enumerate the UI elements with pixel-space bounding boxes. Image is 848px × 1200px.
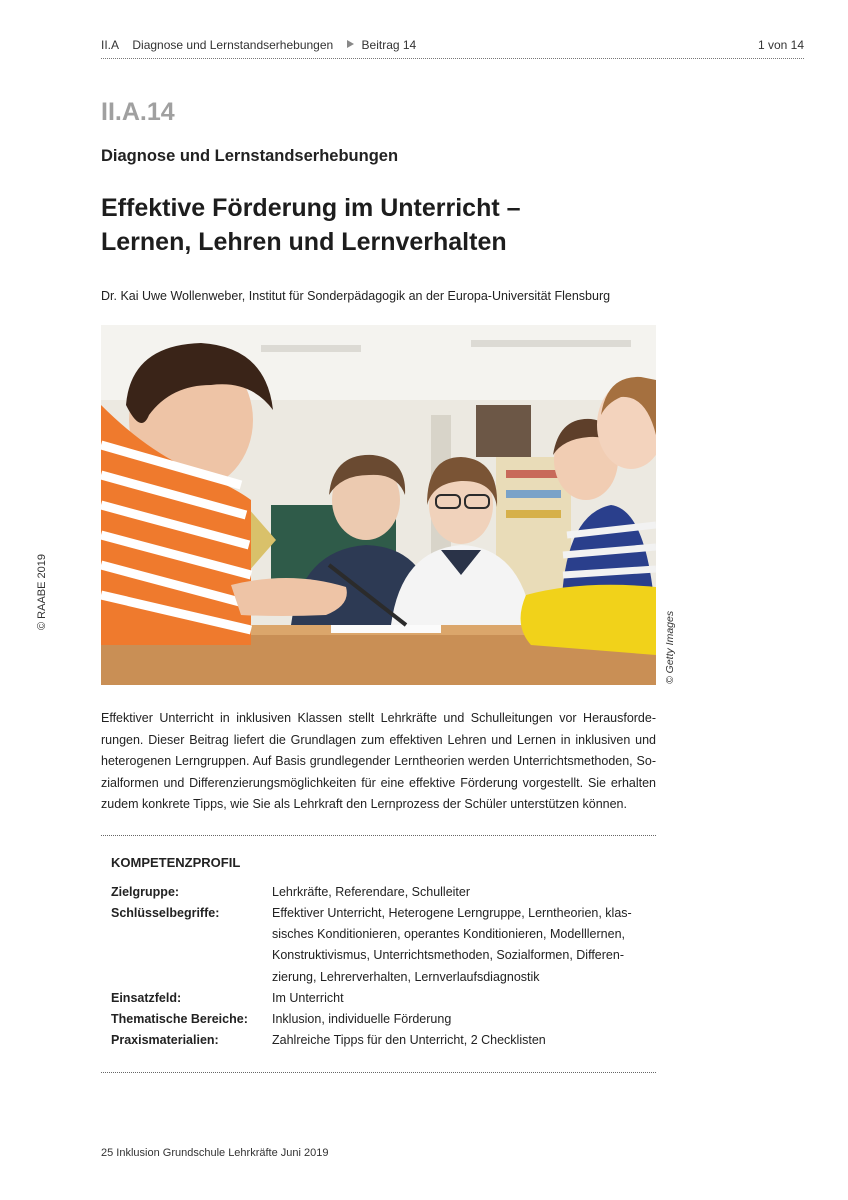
page-title — [101, 191, 521, 259]
profile-label: Thematische Bereiche: — [111, 1012, 248, 1026]
intro-line: zialformen und Differenzierungsmöglichkeiten für eine effektive Förderung vorgestellt. Sie erhalten — [101, 775, 656, 790]
profile-value: Zahlreiche Tipps für den Unterricht, 2 Checklisten — [272, 1033, 546, 1047]
intro-line: zudem konkrete Tipps, wie Sie als Lehrkraft den Lernprozess der Schüler unterstützen können. — [101, 797, 627, 811]
page-footer: 25 Inklusion Grundschule Lehrkräfte Juni 2019 — [101, 1147, 329, 1159]
article-code: II.A.14 — [101, 98, 175, 126]
intro-line: rungen. Dieser Beitrag liefert die Grundlagen zum effektiven Lehren und Lernen in inklusiven und — [101, 732, 656, 747]
side-copyright: © RAABE 2019 — [36, 554, 48, 630]
title-line: Lernen, Lehren und Lernverhalten — [101, 228, 507, 256]
intro-line: Effektiver Unterricht in inklusiven Klassen stellt Lehrkräfte und Schulleitungen vor Herausforde- — [101, 711, 656, 725]
subheading: Diagnose und Lernstandserhebungen — [101, 147, 399, 165]
title-line: Effektive Förderung im Unterricht – — [101, 194, 521, 222]
running-header — [101, 38, 804, 59]
triangle-right-icon — [347, 40, 354, 48]
header-page-number: 1 von 14 — [757, 38, 804, 52]
profile-value: Effektiver Unterricht, Heterogene Lerngruppe, Lerntheorien, klas- sisches Konditionieren, operantes Konditionieren, Modelllernen, Konstruktivismus, Unterrichtsmethoden, Sozialformen, Differen- zierung, Lehrerverhalten, Lernverlaufsdiagnostik — [272, 906, 632, 984]
intro-paragraph — [101, 708, 656, 816]
profile-label: Praxismaterialien: — [111, 1033, 219, 1047]
header-section: II.A — [101, 38, 120, 52]
profile-heading: KOMPETENZPROFIL — [111, 855, 241, 870]
profile-label: Zielgruppe: — [111, 885, 180, 899]
profile-label: Schlüsselbegriffe: — [111, 906, 220, 920]
competence-profile-box — [101, 835, 656, 1073]
profile-label: Einsatzfeld: — [111, 991, 182, 1005]
header-topic: Diagnose und Lernstandserhebungen — [132, 38, 334, 52]
profile-value: Inklusion, individuelle Förderung — [272, 1012, 452, 1026]
photo-credit: © Getty Images — [664, 610, 676, 684]
author-line: Dr. Kai Uwe Wollenweber, Institut für Sonderpädagogik an der Europa-Universität Flensburg — [101, 289, 611, 303]
classroom-photo — [101, 325, 656, 685]
profile-value: Im Unterricht — [272, 991, 344, 1005]
intro-line: heterogenen Lerngruppen. Auf Basis grundlegender Lerntheorien werden Unterrichtsmethoden, So- — [101, 754, 656, 768]
profile-value: Lehrkräfte, Referendare, Schulleiter — [272, 885, 471, 899]
header-article: Beitrag 14 — [361, 38, 417, 52]
